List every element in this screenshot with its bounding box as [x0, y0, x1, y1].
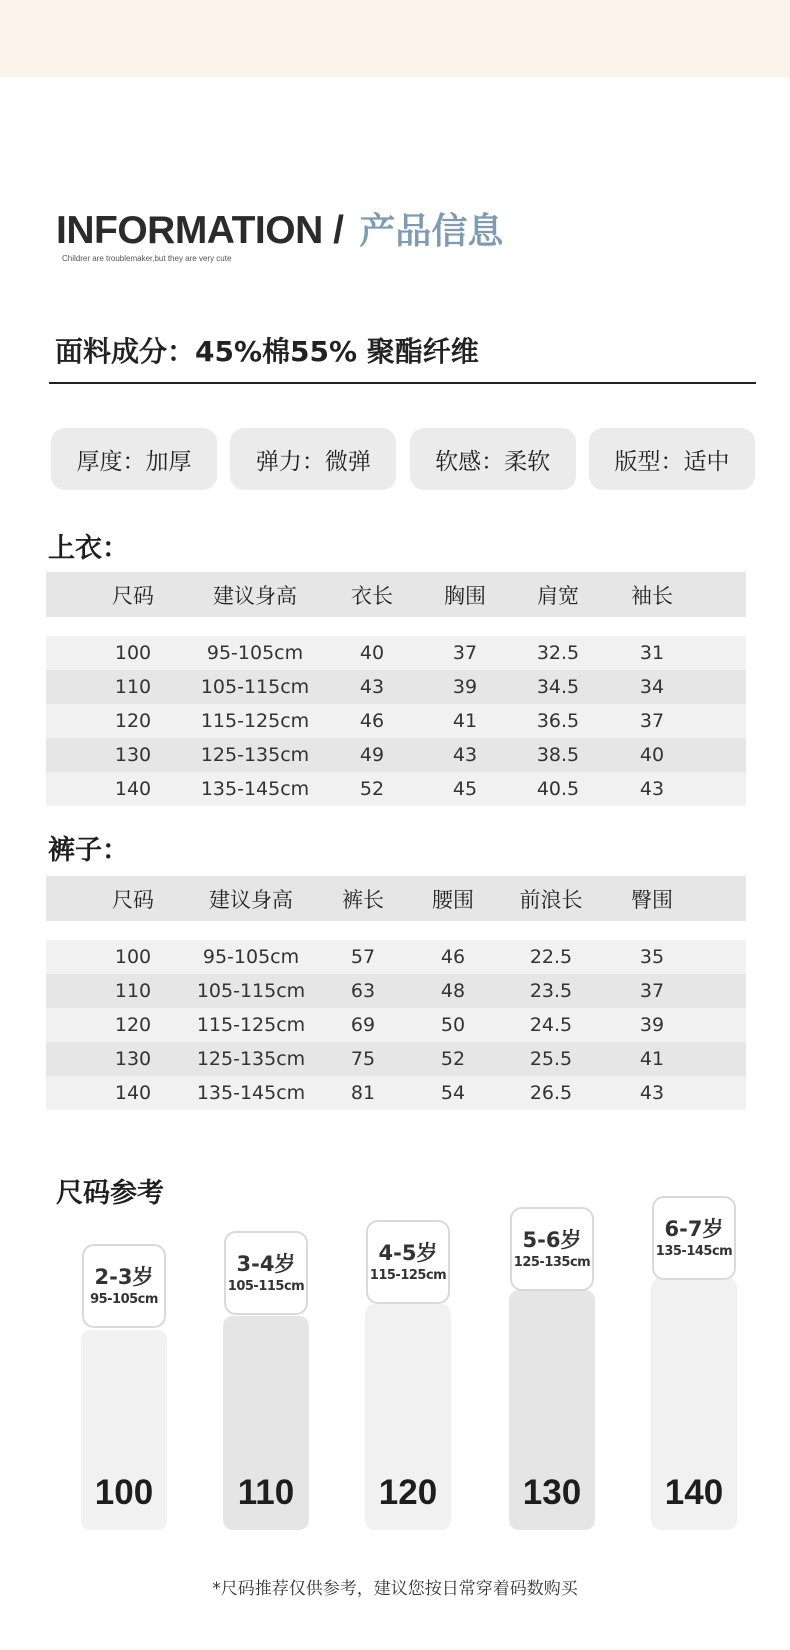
table-cell: 41 [639, 1048, 665, 1070]
table-cell: 43 [452, 744, 478, 766]
table-cell: 130 [114, 744, 152, 766]
table-cell: 25.5 [529, 1048, 573, 1070]
table-cell: 43 [639, 1082, 665, 1104]
page-title [56, 203, 503, 253]
height-range-label: 95-105cm [90, 1292, 158, 1307]
table-cell: 37 [639, 980, 665, 1002]
table-cell: 140 [114, 1082, 152, 1104]
column-header: 尺码 [112, 583, 154, 608]
table-cell: 95-105cm [206, 642, 304, 664]
top-size-table [46, 572, 746, 808]
table-cell: 37 [452, 642, 478, 664]
table-cell: 69 [350, 1014, 376, 1036]
table-cell: 95-105cm [202, 946, 300, 968]
height-range-label: 105-115cm [227, 1279, 305, 1294]
table-cell: 52 [359, 778, 385, 800]
table-cell: 110 [114, 980, 152, 1002]
height-range-label: 125-135cm [513, 1255, 591, 1270]
table-cell: 100 [114, 642, 152, 664]
table-cell: 39 [452, 676, 478, 698]
column-header: 腰围 [432, 887, 474, 912]
table-cell: 41 [452, 710, 478, 732]
table-row [46, 1008, 746, 1042]
table-row [46, 636, 746, 670]
age-label: 2-3岁 [94, 1265, 154, 1289]
height-range-label: 115-125cm [369, 1268, 447, 1283]
table-cell: 57 [350, 946, 376, 968]
table-row [46, 738, 746, 772]
table-cell: 26.5 [529, 1082, 573, 1104]
table-cell: 31 [639, 642, 665, 664]
table-cell: 34 [639, 676, 665, 698]
table-cell: 39 [639, 1014, 665, 1036]
footer-note: *尺码推荐仅供参考，建议您按日常穿着码数购买 [212, 1579, 578, 1599]
attribute-thickness: 厚度：加厚 [51, 428, 217, 490]
table-cell: 45 [452, 778, 478, 800]
column-header: 建议身高 [213, 583, 297, 608]
size-number: 140 [664, 1473, 724, 1512]
attribute-fit: 版型：适中 [589, 428, 755, 490]
column-header: 臀围 [631, 887, 673, 912]
table-cell: 38.5 [536, 744, 580, 766]
table-cell: 49 [359, 744, 385, 766]
pants-table-title: 裤子： [48, 835, 129, 866]
age-card [510, 1207, 594, 1291]
column-header: 建议身高 [209, 887, 293, 912]
attribute-pills [51, 428, 755, 490]
table-row [46, 704, 746, 738]
attribute-softness: 软感：柔软 [410, 428, 576, 490]
column-header: 袖长 [631, 583, 673, 608]
column-header: 衣长 [351, 583, 393, 608]
table-cell: 40 [359, 642, 385, 664]
table-cell: 135-145cm [196, 1082, 306, 1104]
table-cell: 105-115cm [200, 676, 310, 698]
attribute-elasticity: 弹力：微弹 [230, 428, 396, 490]
title-chinese: 产品信息 [359, 211, 504, 252]
table-cell: 37 [639, 710, 665, 732]
table-cell: 100 [114, 946, 152, 968]
table-cell: 120 [114, 1014, 152, 1036]
table-header-row [46, 572, 746, 617]
table-cell: 63 [350, 980, 376, 1002]
column-header: 尺码 [112, 887, 154, 912]
table-cell: 48 [440, 980, 466, 1002]
table-cell: 54 [440, 1082, 466, 1104]
table-cell: 43 [639, 778, 665, 800]
table-cell: 24.5 [529, 1014, 573, 1036]
table-cell: 22.5 [529, 946, 573, 968]
table-body [46, 940, 746, 1110]
table-row [46, 1076, 746, 1110]
table-cell: 135-145cm [200, 778, 310, 800]
height-range-label: 135-145cm [655, 1244, 733, 1259]
table-cell: 125-135cm [200, 744, 310, 766]
age-card [82, 1244, 166, 1328]
table-cell: 23.5 [529, 980, 573, 1002]
table-cell: 52 [440, 1048, 466, 1070]
table-cell: 35 [639, 946, 665, 968]
table-row [46, 772, 746, 806]
table-row [46, 974, 746, 1008]
size-number: 130 [522, 1473, 582, 1512]
table-cell: 81 [350, 1082, 376, 1104]
table-cell: 40 [639, 744, 665, 766]
table-row [46, 1042, 746, 1076]
table-cell: 43 [359, 676, 385, 698]
title-english: INFORMATION / [56, 209, 344, 252]
table-header-row [46, 876, 746, 921]
table-cell: 32.5 [536, 642, 580, 664]
table-cell: 120 [114, 710, 152, 732]
fabric-divider [49, 382, 756, 384]
column-header: 胸围 [444, 583, 486, 608]
column-header: 裤长 [342, 887, 384, 912]
table-cell: 125-135cm [196, 1048, 306, 1070]
pants-size-table [46, 876, 746, 1112]
age-label: 4-5岁 [378, 1241, 438, 1265]
table-cell: 115-125cm [196, 1014, 306, 1036]
size-reference-title: 尺码参考 [56, 1178, 164, 1209]
table-cell: 105-115cm [196, 980, 306, 1002]
age-label: 5-6岁 [522, 1228, 582, 1252]
table-cell: 110 [114, 676, 152, 698]
table-cell: 50 [440, 1014, 466, 1036]
top-table-title: 上衣： [48, 533, 129, 564]
size-number: 120 [378, 1473, 438, 1512]
age-label: 3-4岁 [236, 1252, 296, 1276]
age-label: 6-7岁 [664, 1217, 724, 1241]
title-subtitle: Childrer are troublemaker,but they are very cute [62, 254, 232, 263]
column-header: 前浪长 [519, 887, 583, 912]
table-cell: 115-125cm [200, 710, 310, 732]
table-cell: 140 [114, 778, 152, 800]
size-number: 100 [94, 1473, 154, 1512]
size-number: 110 [237, 1473, 295, 1512]
table-row [46, 940, 746, 974]
table-cell: 130 [114, 1048, 152, 1070]
table-cell: 75 [350, 1048, 376, 1070]
age-card [652, 1196, 736, 1280]
top-banner-band [0, 0, 790, 77]
fabric-composition: 面料成分：45%棉55% 聚酯纤维 [55, 335, 479, 368]
table-cell: 40.5 [536, 778, 580, 800]
table-body [46, 636, 746, 806]
table-row [46, 670, 746, 704]
table-cell: 46 [440, 946, 466, 968]
table-cell: 46 [359, 710, 385, 732]
age-card [366, 1220, 450, 1304]
age-card [224, 1231, 308, 1315]
column-header: 肩宽 [537, 583, 579, 608]
table-cell: 34.5 [536, 676, 580, 698]
table-cell: 36.5 [536, 710, 580, 732]
